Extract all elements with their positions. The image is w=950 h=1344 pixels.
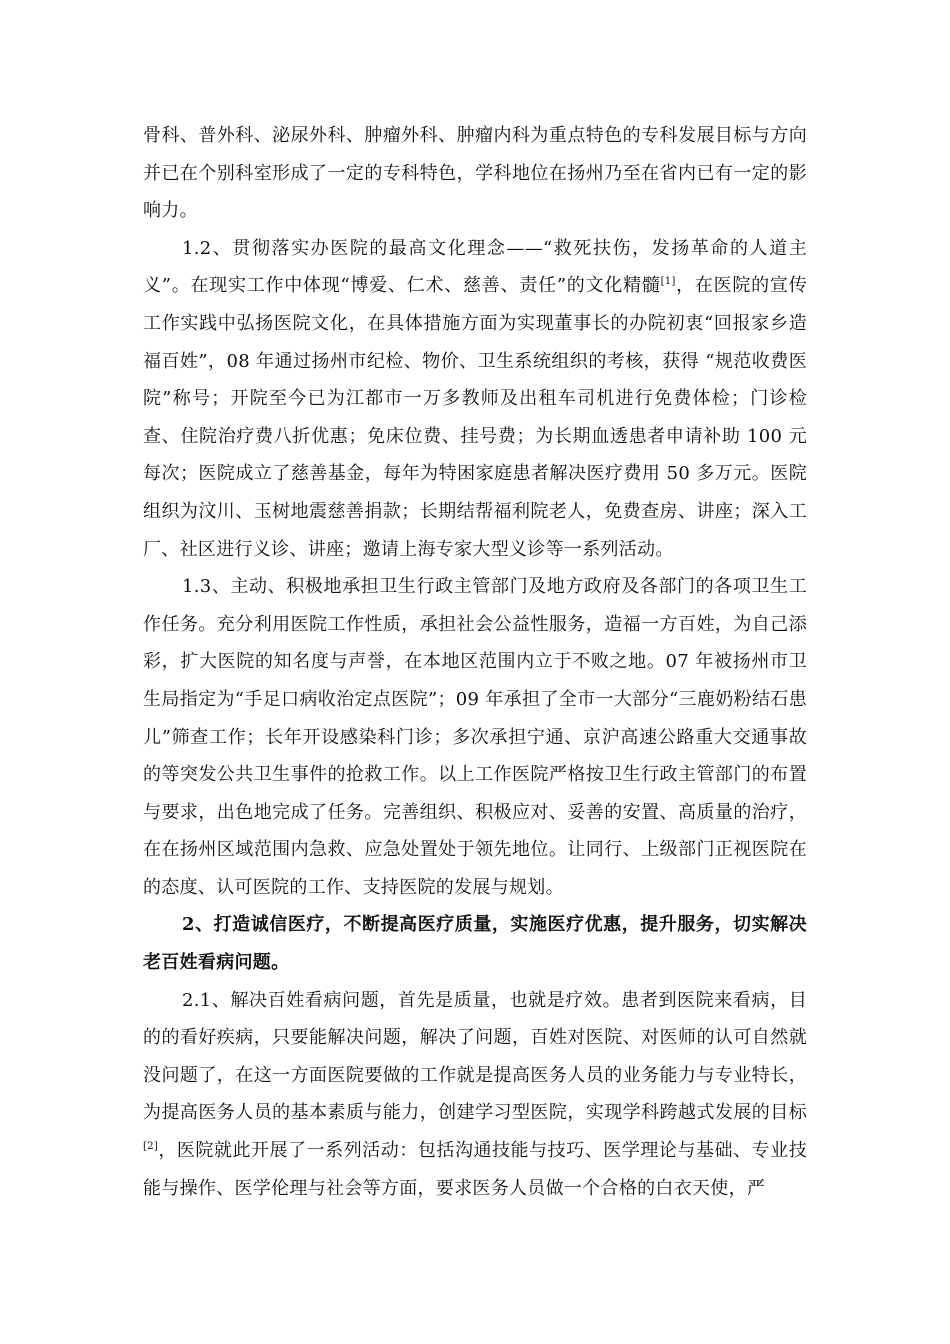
citation-ref: [1] — [660, 276, 676, 288]
paragraph-text: ，医院就此开展了一系列活动：包括沟通技能与技巧、医学理论与基础、专业技能与操作、医学伦理与社会等方面，要求医务人员做一个合格的白衣天使，严 — [143, 1140, 807, 1199]
heading-text: 2、打造诚信医疗，不断提高医疗质量，实施医疗优惠，提升服务，切实解决老百姓看病问题。 — [143, 914, 807, 974]
paragraph-text: ，在医院的宣传工作实践中弘扬医院文化，在具体措施方面为实现董事长的办院初衷“回报家乡造福百姓”，08 年通过扬州市纪检、物价、卫生系统组织的考核，获得 “规范收费医院”称号；开院至今已为江都市一万多教师及出租车司机进行免费体检；门诊检查、住院治疗费八折优惠；免床位费、挂号费；为长期血透患者申请补助 100 元每次；医院成立了慈善基金，每年为特困家庭患者解决医疗费用 50 多万元。医院组织为汶川、玉树地震慈善捐款；长期结帮福利院老人，免费查房、讲座；深入工厂、社区进行义诊、讲座；邀请上海专家大型义诊等一系列活动。 — [143, 275, 807, 560]
paragraph-text: 1.3、主动、积极地承担卫生行政主管部门及地方政府及各部门的各项卫生工作任务。充分利用医院工作性质，承担社会公益性服务，造福一方百姓，为自己添彩，扩大医院的知名度与声誉，在本地区范围内立于不败之地。07 年被扬州市卫生局指定为“手足口病收治定点医院”；09 年承担了全市一大部分“三鹿奶粉结石患儿”筛查工作；长年开设感染科门诊；多次承担宁通、京沪高速公路重大交通事故的等突发公共卫生事件的抢救工作。以上工作医院严格按卫生行政主管部门的布置与要求，出色地完成了任务。完善组织、积极应对、妥善的安置、高质量的治疗，在在扬州区域范围内急救、应急处置处于领先地位。让同行、上级部门正视医院在的态度、认可医院的工作、支持医院的发展与规划。 — [143, 576, 807, 898]
paragraph-text: 骨科、普外科、泌尿外科、肿瘤外科、肿瘤内科为重点特色的专科发展目标与方向并已在个别科室形成了一定的专科特色，学科地位在扬州乃至在省内已有一定的影响力。 — [143, 125, 807, 222]
paragraph-1-3-public-health — [143, 568, 807, 906]
paragraph-text: 2.1、解决百姓看病问题，首先是质量，也就是疗效。患者到医院来看病，目的的看好疾病，只要能解决问题，解决了问题，百姓对医院、对医师的认可自然就没问题了，在这一方面医院要做的工作就是提高医务人员的业务能力与专业特长，为提高医务人员的基本素质与能力，创建学习型医院，实现学科跨越式发展的目标 — [143, 989, 807, 1124]
paragraph-1-2-culture — [143, 230, 807, 568]
document-body — [143, 117, 807, 1207]
paragraph-specialty-continuation — [143, 117, 807, 230]
citation-ref: [2] — [143, 1141, 159, 1153]
section-heading-2 — [143, 906, 807, 981]
paragraph-text: 1.2、贯彻落实办医院的最高文化理念——“救死扶伤，发扬革命的人道主义”。在现实工作中体现“博爱、仁术、慈善、责任”的文化精髓 — [143, 237, 807, 297]
paragraph-2-1-quality — [143, 982, 807, 1208]
